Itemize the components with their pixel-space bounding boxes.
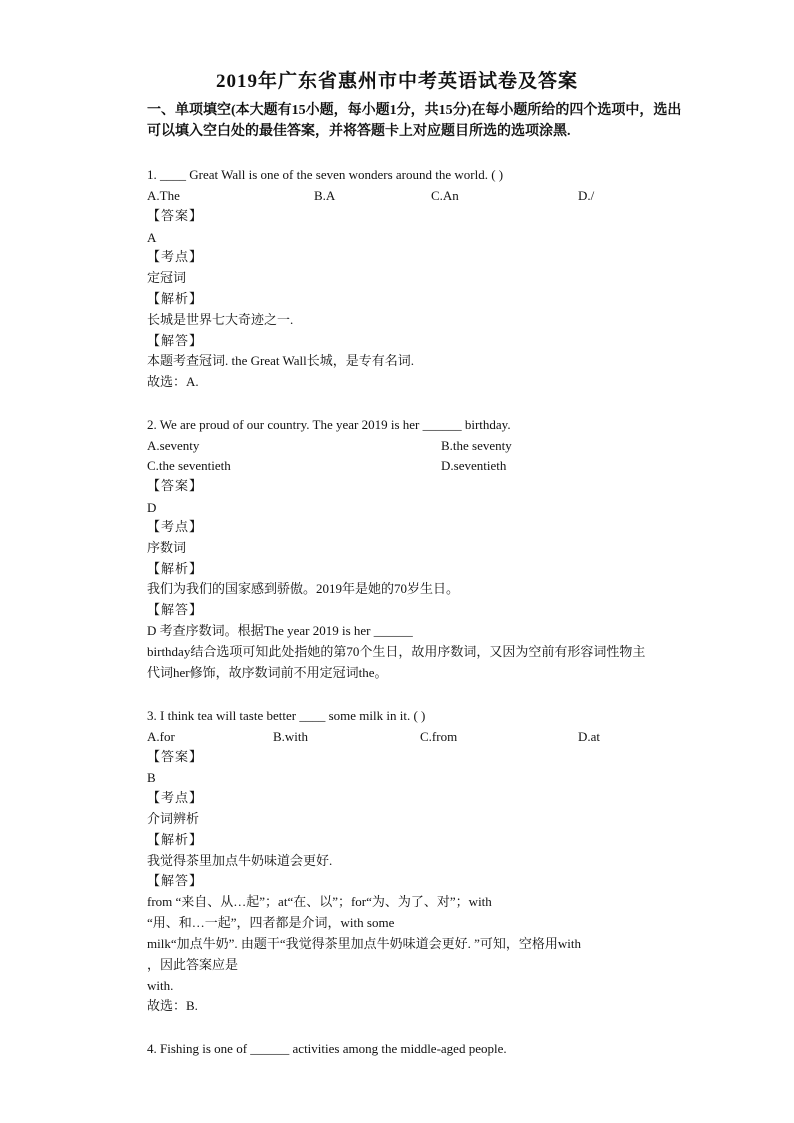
q1-analysis: 长城是世界七大奇迹之一. — [147, 312, 294, 327]
q1-option-a: A.The — [147, 188, 180, 203]
q1-point: 定冠词 — [147, 270, 187, 285]
q3-solution-line-3: milk“加点牛奶”. 由题干“我觉得茶里加点牛奶味道会更好. ”可知，空格用with — [147, 936, 582, 951]
q2-analysis-label: 【解析】 — [147, 561, 204, 576]
section-instruction-line-2: 可以填入空白处的最佳答案，并将答题卡上对应题目所选的选项涂黑. — [147, 124, 571, 139]
q2-solution-line-3: 代词her修饰，故序数词前不用定冠词the。 — [147, 665, 388, 680]
q3-answer-label: 【答案】 — [147, 749, 204, 764]
q2-point-label: 【考点】 — [147, 519, 204, 534]
q3-solution-label: 【解答】 — [147, 873, 204, 888]
q1-solution-line-1: 本题考查冠词. the Great Wall长城，是专有名词. — [147, 353, 414, 368]
q2-solution-line-2: birthday结合选项可知此处指她的第70个生日，故用序数词，又因为空前有形容词性物主 — [147, 644, 646, 659]
page-title: 2019年广东省惠州市中考英语试卷及答案 — [215, 71, 578, 92]
q3-point: 介词辨析 — [147, 811, 200, 826]
q3-option-a: A.for — [147, 729, 175, 744]
q3-analysis-label: 【解析】 — [147, 832, 204, 847]
section-instruction-line-1: 一、单项填空(本大题有15小题，每小题1分，共15分)在每小题所给的四个选项中，选出 — [147, 103, 682, 118]
q2-answer-label: 【答案】 — [147, 478, 204, 493]
q3-option-b: B.with — [273, 729, 309, 744]
q2-stem: 2. We are proud of our country. The year 2019 is her ______ birthday. — [147, 417, 511, 432]
q2-point: 序数词 — [147, 540, 187, 555]
q1-point-label: 【考点】 — [147, 249, 204, 264]
q2-answer: D — [147, 500, 157, 515]
q3-option-d: D.at — [578, 729, 601, 744]
q4-stem: 4. Fishing is one of ______ activities among the middle-aged people. — [147, 1041, 507, 1056]
q1-solution-line-2: 故选：A. — [147, 374, 199, 389]
q1-option-c: C.An — [431, 188, 459, 203]
q2-option-c: C.the seventieth — [147, 458, 231, 473]
q2-analysis: 我们为我们的国家感到骄傲。2019年是她的70岁生日。 — [147, 581, 460, 596]
q1-stem: 1. ____ Great Wall is one of the seven wonders around the world. ( ) — [147, 167, 504, 182]
q1-option-b: B.A — [314, 188, 336, 203]
q2-option-a: A.seventy — [147, 438, 200, 453]
q3-answer: B — [147, 770, 156, 785]
q3-option-c: C.from — [420, 729, 458, 744]
q3-solution-line-4: ，因此答案应是 — [147, 957, 239, 972]
q3-solution-line-6: 故选：B. — [147, 998, 198, 1013]
q1-solution-label: 【解答】 — [147, 333, 204, 348]
q1-option-d: D./ — [578, 188, 595, 203]
q2-solution-label: 【解答】 — [147, 602, 204, 617]
q1-analysis-label: 【解析】 — [147, 291, 204, 306]
q3-point-label: 【考点】 — [147, 790, 204, 805]
q3-stem: 3. I think tea will taste better ____ some milk in it. ( ) — [147, 708, 426, 723]
q2-solution-line-1: D 考查序数词。根据The year 2019 is her ______ — [147, 623, 413, 638]
q3-solution-line-2: “用、和…一起”，四者都是介词，with some — [147, 915, 395, 930]
q3-solution-line-5: with. — [147, 978, 174, 993]
q1-answer-label: 【答案】 — [147, 208, 204, 223]
q2-option-d: D.seventieth — [441, 458, 507, 473]
q1-answer: A — [147, 230, 157, 245]
q3-analysis: 我觉得茶里加点牛奶味道会更好. — [147, 853, 333, 868]
q2-option-b: B.the seventy — [441, 438, 512, 453]
q3-solution-line-1: from “来自、从…起”；at“在、以”；for“为、为了、对”；with — [147, 894, 492, 909]
